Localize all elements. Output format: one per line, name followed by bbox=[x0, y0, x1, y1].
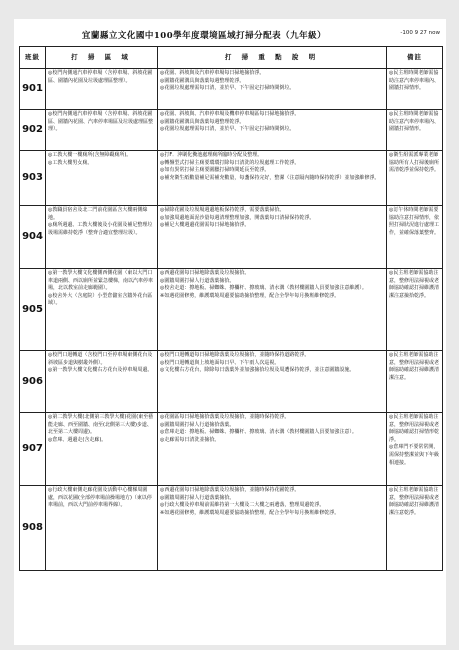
work-line: ◎校門口迴轉道與上坡地面每日早、下午雨人次巡視。 bbox=[160, 359, 280, 366]
area-cell bbox=[46, 269, 158, 351]
work-line: ◎倉庫走道：擦地板、掃蜘蛛、擦欄杆、擦玻璃、清水溝（教材樓圍牆人員要加強注意）。 bbox=[160, 429, 357, 436]
work-line: ◎文化樓右方花台，除除每日落葉外並加強撿拾垃圾及周遭保持乾淨，並注意圍牆設施。 bbox=[160, 367, 355, 374]
area-line: ◎工教大樓一樓廁所(含無障礙廁所)。 bbox=[48, 152, 132, 158]
class-number: 903 bbox=[20, 151, 46, 206]
work-line: ◎圍牆周圍打掃人行道落葉撿拾。 bbox=[160, 494, 235, 501]
class-number: 906 bbox=[20, 351, 46, 413]
work-line: ◎打F．沖刷化糞池處理廁所臨時分配及整理。 bbox=[160, 152, 263, 158]
table-row bbox=[20, 69, 443, 110]
work-cell bbox=[158, 69, 387, 110]
work-line: ◎花園、斜坡與及汽車停車場每日掃地撿拾淨。 bbox=[160, 70, 265, 76]
work-line: ◎花園垃圾處理需每日清，並於早、下午固定打掃時間倒垃。 bbox=[160, 85, 295, 92]
work-cell bbox=[158, 269, 387, 351]
header-area: 打 掃 區 域 bbox=[46, 47, 158, 69]
note-line: ◎民主班老師需協助注意，整修用法掃視或老師協助確認打掃情形乾淨。 bbox=[389, 414, 440, 443]
work-line: ◎圍牆周圍打掃人行道落葉撿拾。 bbox=[160, 277, 235, 284]
area-line: ◎校門內側通汽車停車場（含停車場、斜坡花圃區、圍牆內花園、汽車停車場區及垃圾處理區整理）。 bbox=[48, 111, 154, 133]
area-cell bbox=[46, 351, 158, 413]
table-row bbox=[20, 486, 443, 571]
work-line: ◎圍牆花圃溝具與落葉每週整理乾淨。 bbox=[160, 118, 245, 125]
class-number: 902 bbox=[20, 110, 46, 151]
work-line: ◎校舍走道：擦地板、掃蜘蛛、擦欄杆、擦玻璃、清水溝（教材樓圍牆人員要加強注意維護）。 bbox=[160, 285, 367, 292]
note-line: ◎民主班老師需協助注意，整修用法掃視或老師協助確認打掃維護清潔注意。 bbox=[389, 352, 440, 381]
class-number: 905 bbox=[20, 269, 46, 351]
note-cell bbox=[387, 110, 443, 151]
note-cell bbox=[387, 413, 443, 486]
note-line: ◎衛生組需派專業老師協助所有人打掃後廁所需清乾淨並保持乾淨。 bbox=[389, 152, 440, 174]
work-line: ◎花園、斜坡與、汽車停車場及機車停車場區每日掃地撿拾淨。 bbox=[160, 111, 300, 117]
work-line: ※如遇花園修剪，維護環境周邊要協助撿拾整理，配合全學年每月換班維修乾淨。 bbox=[160, 509, 340, 516]
work-cell bbox=[158, 110, 387, 151]
work-line: ◎如有異常打掃主廁要圍臘打掃時間延長至乾淨。 bbox=[160, 167, 270, 174]
work-cell bbox=[158, 206, 387, 269]
area-cell bbox=[46, 110, 158, 151]
work-line: ◎補充衛生紙數量補足需補充數量，每盞保持完好，整潔（注意隔內隨時保持乾淨）並加強維修淨。 bbox=[160, 174, 380, 181]
area-line: ◎第一教學大樓文化樓側西側花園（東以大門口車道兩側、西以廁所並緊急樓梯，南以汽車停車場，北以教室前走廊範圍）。 bbox=[48, 270, 154, 292]
note-cell bbox=[387, 69, 443, 110]
work-cell bbox=[158, 351, 387, 413]
header-class: 班級 bbox=[20, 47, 46, 69]
area-line: ◎校門內側通汽車停車場（含停車場、斜坡花圃區、圍牆內花園及垃圾處理區整理）。 bbox=[48, 70, 153, 84]
work-cell bbox=[158, 413, 387, 486]
document-page bbox=[14, 19, 446, 645]
note-line: ◎民主班時間老師需協助注意汽車停車場內、圍牆打掃情形。 bbox=[389, 70, 440, 92]
work-line: ◎圍牆周圍打掃人行道撿拾落葉。 bbox=[160, 421, 235, 428]
work-line: ◎走廊需每日清洗並撿拾。 bbox=[160, 436, 220, 443]
work-line: ◎西邊花園每日掃地除落葉及垃圾撿拾。 bbox=[160, 270, 250, 276]
work-line: ◎花園垃圾處理需每日清，並於早、下午固定打掃時間倒垃。 bbox=[160, 126, 295, 133]
table-header-row bbox=[20, 47, 443, 69]
area-cell bbox=[46, 413, 158, 486]
work-line: ◎西邊花園每日掃地除落葉及垃圾撿拾，並隨時保持花圃乾淨。 bbox=[160, 487, 300, 493]
work-line: ◎校門口迴轉道每日掃地除落葉及垃圾撿拾，並隨時保持道路乾淨。 bbox=[160, 352, 310, 358]
note-cell bbox=[387, 486, 443, 571]
document-date: -100 9 27 now bbox=[400, 30, 440, 36]
work-line: ◎加強周邊地面泥沙量每週清理整理加強，開落葉每日清掃保持乾淨。 bbox=[160, 214, 315, 221]
note-cell bbox=[387, 351, 443, 413]
work-line: ◎補足大樓週邊花園需每日掃地撿拾淨。 bbox=[160, 222, 250, 229]
work-cell bbox=[158, 486, 387, 571]
work-line: ◎行政大樓及停車場前需維持第一大樓及二大樓之兩遺落，整理周邊乾淨。 bbox=[160, 502, 325, 509]
area-line: ◎第二教學大樓(北側第三教學大樓)花園(東至藝能走廊、西至圍牆、南至(北側第三大樓)步道、北至第二大樓周邊)。 bbox=[48, 414, 154, 436]
area-cell bbox=[46, 151, 158, 206]
area-line: ◎倉庫、週邊走(含走廊)。 bbox=[48, 436, 107, 443]
note-cell bbox=[387, 151, 443, 206]
document-title: 宜蘭縣立文化國中100學年度環境區域打掃分配表（九年級） bbox=[81, 31, 327, 41]
cleaning-assignment-table bbox=[19, 46, 443, 571]
note-cell bbox=[387, 269, 443, 351]
work-cell bbox=[158, 151, 387, 206]
note-line: ◎民主班時間老師需協助注意汽車停車場內、圍牆打掃情形。 bbox=[389, 111, 440, 133]
class-number: 901 bbox=[20, 69, 46, 110]
table-row bbox=[20, 110, 443, 151]
area-cell bbox=[46, 486, 158, 571]
class-number: 904 bbox=[20, 206, 46, 269]
table-row bbox=[20, 151, 443, 206]
area-cell bbox=[46, 206, 158, 269]
table-row bbox=[20, 206, 443, 269]
header-note: 備註 bbox=[387, 47, 443, 69]
work-line: ◎花園區每日掃地撿拾落葉及垃圾撿拾，並隨時保持乾淨。 bbox=[160, 414, 290, 420]
area-line: ◎廁所週邊、工教大樓後及小花園及補足整理垃圾場需維持乾淨（整齊合適宜整理垃圾）。 bbox=[48, 222, 153, 236]
area-line: ◎第一教學大樓文化樓右方花台及停車場周邊。 bbox=[48, 367, 153, 374]
work-line: ◎轉盤型式打掃主廁要環環打除每日清洗的垃圾處理工作乾淨。 bbox=[160, 159, 300, 166]
table-row bbox=[20, 413, 443, 486]
note-line: ◎倉庫門不要常常開，需保持整潔並與下年級相連接。 bbox=[389, 444, 440, 466]
area-line: ◎校門口迴轉道（含校門口至停車場東側花台及斜坡區步道與樹叢外側）。 bbox=[48, 352, 153, 366]
area-cell bbox=[46, 69, 158, 110]
area-line: ◎行政大樓東側走廊花園及活動中心樓梯周圍處，西以花圃(全部停車場前操場地方)（東以停車場前，西以大門前停車場界線）。 bbox=[48, 487, 152, 509]
work-line: ※如遇花園修剪，維護環境周邊要協助撿拾整理，配合全學年每月換班維修乾淨。 bbox=[160, 292, 340, 299]
table-body bbox=[20, 69, 443, 571]
area-line: ◎教職員宿舍及北二門前花園區含大樓兩側綠地。 bbox=[48, 207, 148, 221]
note-cell bbox=[387, 206, 443, 269]
note-line: ◎訂午休時間老師需要協助注意打掃情形，依照打掃狀況進行處理工作，並確保落葉整齊。 bbox=[389, 207, 440, 236]
area-line: ◎校舍外大（含庭院）小型倉儲室含牆外花台區域）。 bbox=[48, 292, 153, 307]
table-row bbox=[20, 269, 443, 351]
area-line: ◎工教大樓男女廁。 bbox=[48, 159, 93, 166]
work-line: ◎圍牆花圃溝具與落葉每週整理乾淨。 bbox=[160, 77, 245, 84]
note-line: ◎民主班老師需協助注意，整修用法掃視或老師協助確認打掃維護清潔注意撿拾乾淨。 bbox=[389, 270, 440, 299]
work-line: ◎掃除花圃及垃圾場週邊地板保持乾淨，需要落葉掃拾。 bbox=[160, 207, 285, 213]
table-row bbox=[20, 351, 443, 413]
class-number: 908 bbox=[20, 486, 46, 571]
class-number: 907 bbox=[20, 413, 46, 486]
note-line: ◎民主班老師需協助注意，整修用法掃視或老師協助確認打掃維護清潔注意乾淨。 bbox=[389, 487, 440, 516]
header-work: 打 掃 重 點 說 明 bbox=[158, 47, 387, 69]
title-row bbox=[14, 29, 446, 43]
